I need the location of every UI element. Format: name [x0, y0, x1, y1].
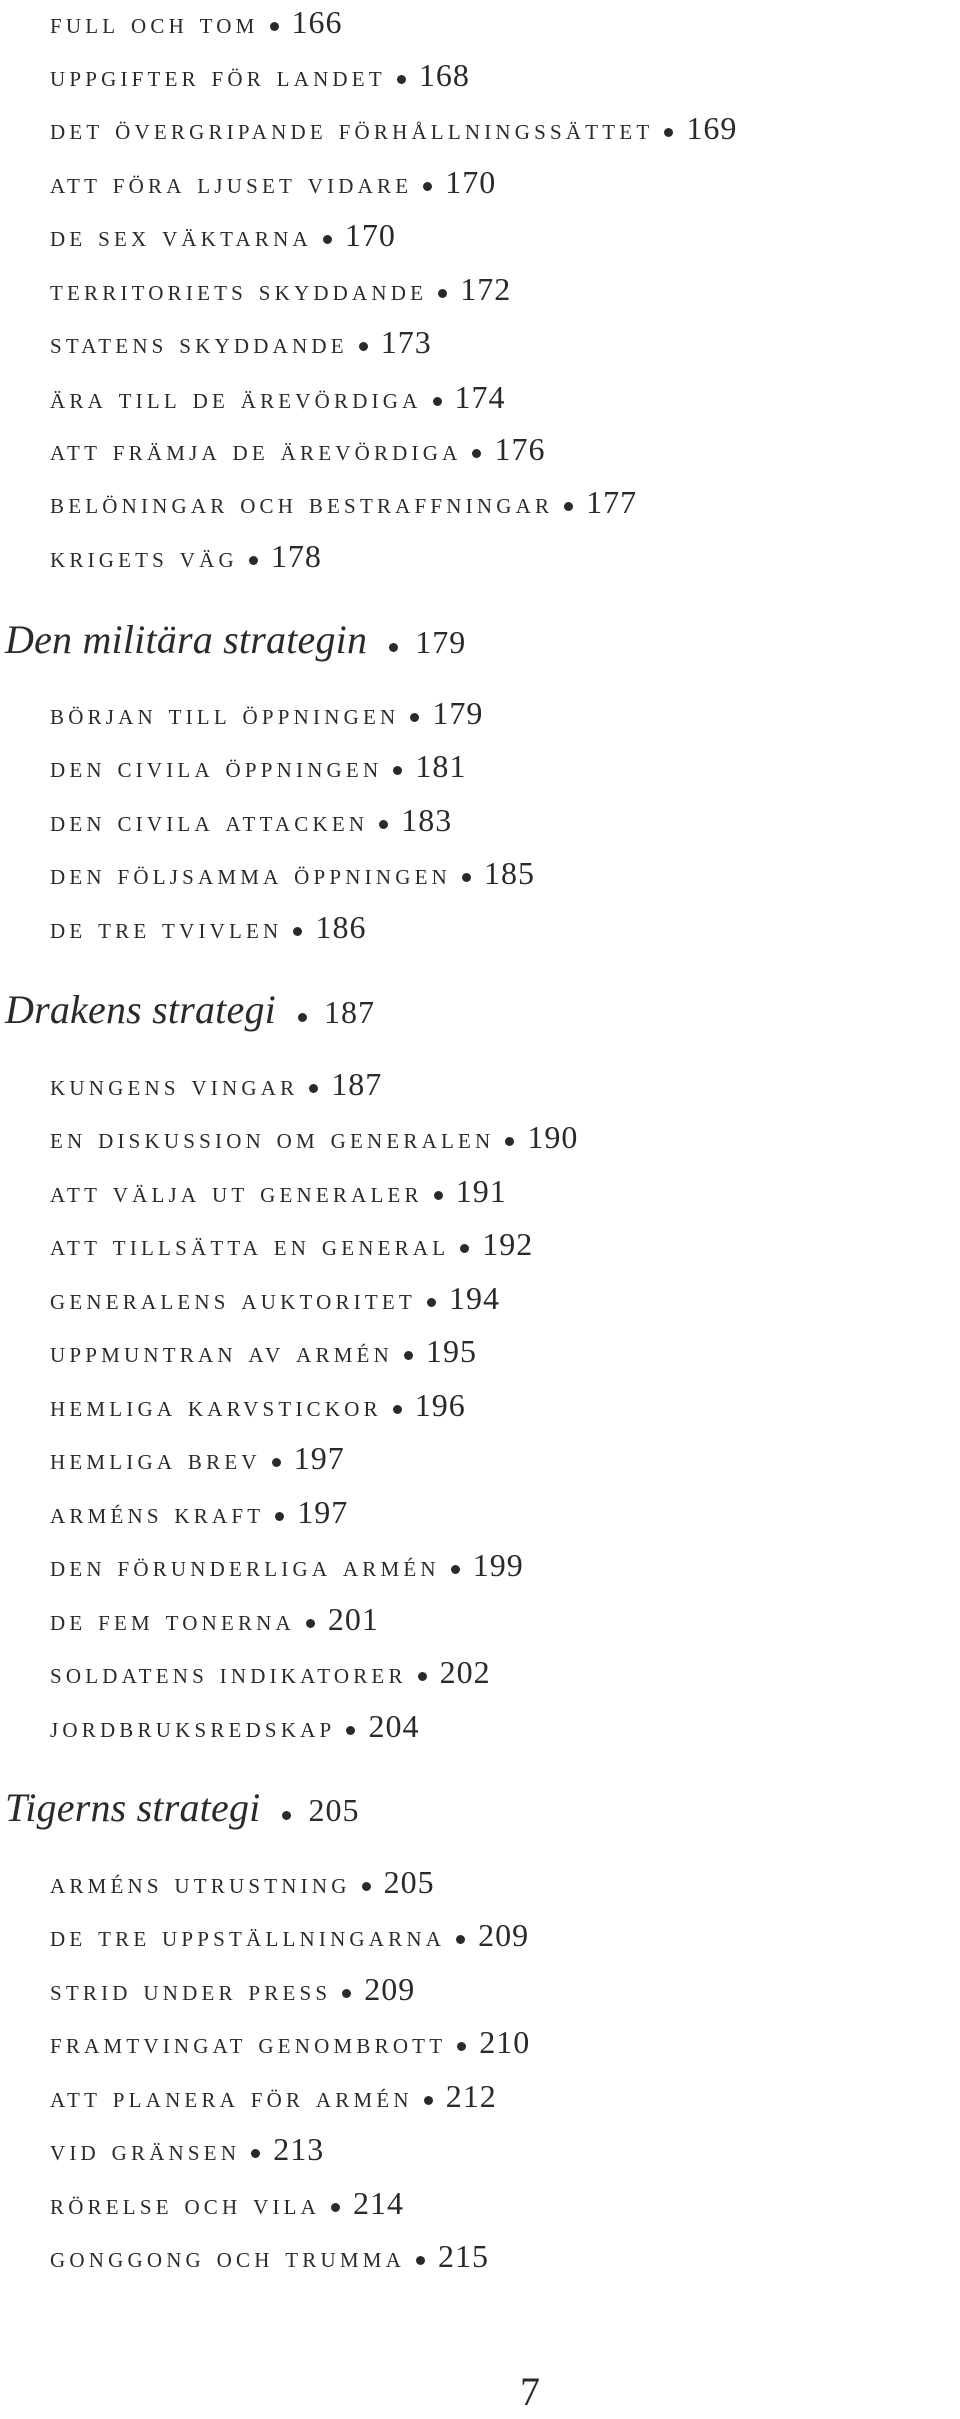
toc-entry-title: att välja ut generaler — [50, 1176, 423, 1209]
bullet-separator-icon — [418, 1672, 427, 1681]
toc-entry-title: kungens vingar — [50, 1069, 299, 1102]
toc-entry-title: uppgifter för landet — [50, 60, 386, 93]
toc-entry-page: 187 — [323, 994, 375, 1030]
toc-entry-page: 186 — [315, 909, 367, 945]
bullet-separator-icon — [342, 1989, 351, 1998]
toc-entry — [50, 1496, 348, 1529]
bullet-separator-icon — [272, 1458, 281, 1467]
toc-entry-title: ära till de ärevördiga — [50, 382, 422, 415]
bullet-separator-icon — [362, 1882, 371, 1891]
toc-entry — [50, 1442, 345, 1475]
toc-entry-title: den civila öppningen — [50, 751, 383, 784]
bullet-separator-icon — [282, 1811, 291, 1820]
toc-entry-title: att planera för armén — [50, 2081, 413, 2114]
toc-entry-title: rörelse och vila — [50, 2188, 321, 2221]
bullet-separator-icon — [404, 1351, 413, 1360]
toc-entry-page: 168 — [418, 57, 470, 93]
bullet-separator-icon — [393, 1405, 402, 1414]
toc-entry-title: statens skyddande — [50, 327, 348, 360]
toc-entry — [50, 1389, 466, 1422]
toc-entry-title: de tre uppställningarna — [50, 1920, 446, 1953]
toc-entry-title: en diskussion om generalen — [50, 1122, 495, 1155]
toc-entry — [50, 857, 535, 890]
toc-entry-page: 174 — [454, 379, 506, 415]
toc-entry-title: Drakens strategi — [5, 987, 276, 1032]
toc-entry-page: 194 — [448, 1280, 500, 1316]
bullet-separator-icon — [293, 927, 302, 936]
toc-entry — [50, 1121, 578, 1154]
toc-entry — [50, 1919, 529, 1952]
bullet-separator-icon — [460, 1244, 469, 1253]
toc-entry-page: 192 — [482, 1226, 534, 1262]
toc-entry-page: 183 — [401, 802, 453, 838]
toc-entry-page: 201 — [327, 1601, 379, 1637]
toc-entry — [50, 911, 366, 944]
toc-entry-page: 212 — [445, 2078, 497, 2114]
bullet-separator-icon — [434, 1191, 443, 1200]
toc-entry-title: full och tom — [50, 7, 259, 40]
toc-entry-title: Tigerns strategi — [5, 1785, 261, 1830]
bullet-separator-icon — [275, 1512, 284, 1521]
toc-entry-title: att föra ljuset vidare — [50, 167, 413, 200]
toc-entry — [50, 486, 637, 519]
toc-entry-title: belöningar och bestraffningar — [50, 487, 554, 520]
bullet-separator-icon — [416, 2256, 425, 2265]
toc-entry-page: 205 — [383, 1864, 435, 1900]
toc-entry — [50, 2080, 497, 2113]
bullet-separator-icon — [664, 128, 673, 137]
bullet-separator-icon — [249, 556, 258, 565]
toc-entry-title: den civila attacken — [50, 805, 369, 838]
toc-entry — [50, 1603, 379, 1636]
bullet-separator-icon — [410, 713, 419, 722]
toc-entry — [50, 2133, 324, 2166]
bullet-separator-icon — [505, 1137, 514, 1146]
toc-entry — [50, 1710, 419, 1743]
bullet-separator-icon — [346, 1726, 355, 1735]
toc-entry — [50, 1175, 507, 1208]
toc-section-entry — [5, 617, 467, 662]
toc-entry-page: 177 — [586, 484, 638, 520]
toc-entry-page: 199 — [472, 1547, 524, 1583]
bullet-separator-icon — [306, 1619, 315, 1628]
toc-entry — [50, 59, 470, 92]
toc-entry-page: 215 — [437, 2238, 489, 2274]
bullet-separator-icon — [438, 289, 447, 298]
bullet-separator-icon — [427, 1298, 436, 1307]
bullet-separator-icon — [423, 182, 432, 191]
toc-entry — [50, 273, 511, 306]
bullet-separator-icon — [298, 1013, 307, 1022]
toc-entry — [50, 2026, 530, 2059]
bullet-separator-icon — [393, 766, 402, 775]
toc-entry — [50, 1228, 533, 1261]
toc-entry-page: 176 — [494, 431, 546, 467]
toc-entry-page: 214 — [353, 2185, 405, 2221]
toc-entry — [50, 1866, 435, 1899]
toc-entry-page: 173 — [380, 324, 432, 360]
toc-entry-title: uppmuntran av armén — [50, 1336, 393, 1369]
toc-entry-page: 191 — [455, 1173, 507, 1209]
toc-entry-title: att tillsätta en general — [50, 1229, 450, 1262]
toc-entry-page: 197 — [293, 1440, 345, 1476]
toc-entry-page: 209 — [478, 1917, 530, 1953]
toc-entry-title: de sex väktarna — [50, 220, 312, 253]
toc-entry — [50, 381, 506, 414]
bullet-separator-icon — [472, 449, 481, 458]
toc-entry-title: att främja de ärevördiga — [50, 434, 462, 467]
toc-entry-page: 181 — [415, 748, 467, 784]
toc-entry — [50, 1656, 491, 1689]
toc-entry-page: 170 — [445, 164, 497, 200]
toc-entry-title: krigets väg — [50, 541, 238, 574]
toc-entry-title: strid under press — [50, 1974, 332, 2007]
bullet-separator-icon — [462, 873, 471, 882]
toc-entry-page: 204 — [368, 1708, 420, 1744]
toc-entry-title: början till öppningen — [50, 698, 400, 731]
bullet-separator-icon — [379, 820, 388, 829]
bullet-separator-icon — [331, 2203, 340, 2212]
toc-entry-page: 187 — [331, 1066, 383, 1102]
toc-entry — [50, 1549, 524, 1582]
bullet-separator-icon — [456, 1935, 465, 1944]
bullet-separator-icon — [424, 2096, 433, 2105]
toc-entry-title: framtvingat genombrott — [50, 2027, 447, 2060]
toc-entry-title: det övergripande förhållningssättet — [50, 113, 654, 146]
toc-entry — [50, 1282, 500, 1315]
toc-entry-page: 179 — [415, 624, 467, 660]
toc-entry — [50, 1973, 415, 2006]
toc-entry-page: 185 — [483, 855, 535, 891]
toc-entry-title: generalens auktoritet — [50, 1283, 416, 1316]
page-number: 7 — [520, 2369, 540, 2414]
bullet-separator-icon — [270, 22, 279, 31]
toc-entry-page: 170 — [344, 217, 396, 253]
toc-entry-title: hemliga karvstickor — [50, 1390, 382, 1423]
toc-entry — [50, 1068, 382, 1101]
toc-entry — [50, 433, 545, 466]
bullet-separator-icon — [451, 1565, 460, 1574]
toc-entry-page: 178 — [270, 538, 322, 574]
toc-entry-page: 195 — [425, 1333, 477, 1369]
toc-section-entry — [5, 987, 375, 1032]
bullet-separator-icon — [433, 397, 442, 406]
toc-entry-page: 166 — [291, 4, 343, 40]
toc-entry — [50, 219, 396, 252]
toc-entry-title: hemliga brev — [50, 1443, 261, 1476]
toc-entry-title: vid gränsen — [50, 2134, 241, 2167]
toc-entry-page: 196 — [414, 1387, 466, 1423]
toc-entry-title: territoriets skyddande — [50, 274, 428, 307]
toc-entry-page: 179 — [432, 695, 484, 731]
toc-entry-page: 210 — [479, 2024, 531, 2060]
bullet-separator-icon — [389, 643, 398, 652]
toc-entry-page: 213 — [273, 2131, 325, 2167]
toc-entry-page: 209 — [364, 1971, 416, 2007]
toc-entry-title: soldatens indikatorer — [50, 1657, 407, 1690]
toc-entry-title: Den militära strategin — [5, 617, 368, 662]
toc-entry-title: arméns utrustning — [50, 1867, 351, 1900]
toc-entry-page: 190 — [527, 1119, 579, 1155]
bullet-separator-icon — [457, 2042, 466, 2051]
bullet-separator-icon — [251, 2149, 260, 2158]
toc-entry-title: jordbruksredskap — [50, 1711, 336, 1744]
toc-entry — [50, 804, 452, 837]
toc-entry-title: arméns kraft — [50, 1497, 265, 1530]
bullet-separator-icon — [323, 235, 332, 244]
toc-entry — [50, 2187, 404, 2220]
toc-section-entry — [5, 1785, 360, 1830]
toc-entry — [50, 750, 466, 783]
toc-entry — [50, 697, 483, 730]
toc-entry-page: 169 — [686, 110, 738, 146]
bullet-separator-icon — [309, 1084, 318, 1093]
toc-entry — [50, 6, 343, 39]
toc-entry-title: den förunderliga armén — [50, 1550, 440, 1583]
toc-entry — [50, 2240, 489, 2273]
toc-entry-page: 197 — [297, 1494, 349, 1530]
toc-entry-page: 205 — [308, 1792, 360, 1828]
toc-entry — [50, 112, 737, 145]
toc-entry — [50, 166, 496, 199]
toc-entry-title: de fem tonerna — [50, 1604, 295, 1637]
bullet-separator-icon — [397, 75, 406, 84]
bullet-separator-icon — [359, 342, 368, 351]
toc-entry — [50, 540, 322, 573]
toc-entry-page: 172 — [460, 271, 512, 307]
toc-entry — [50, 1335, 477, 1368]
toc-entry-title: den följsamma öppningen — [50, 858, 451, 891]
toc-entry-title: gonggong och trumma — [50, 2241, 405, 2274]
bullet-separator-icon — [564, 502, 573, 511]
toc-entry-page: 202 — [439, 1654, 491, 1690]
toc-entry — [50, 326, 432, 359]
toc-entry-title: de tre tvivlen — [50, 912, 283, 945]
